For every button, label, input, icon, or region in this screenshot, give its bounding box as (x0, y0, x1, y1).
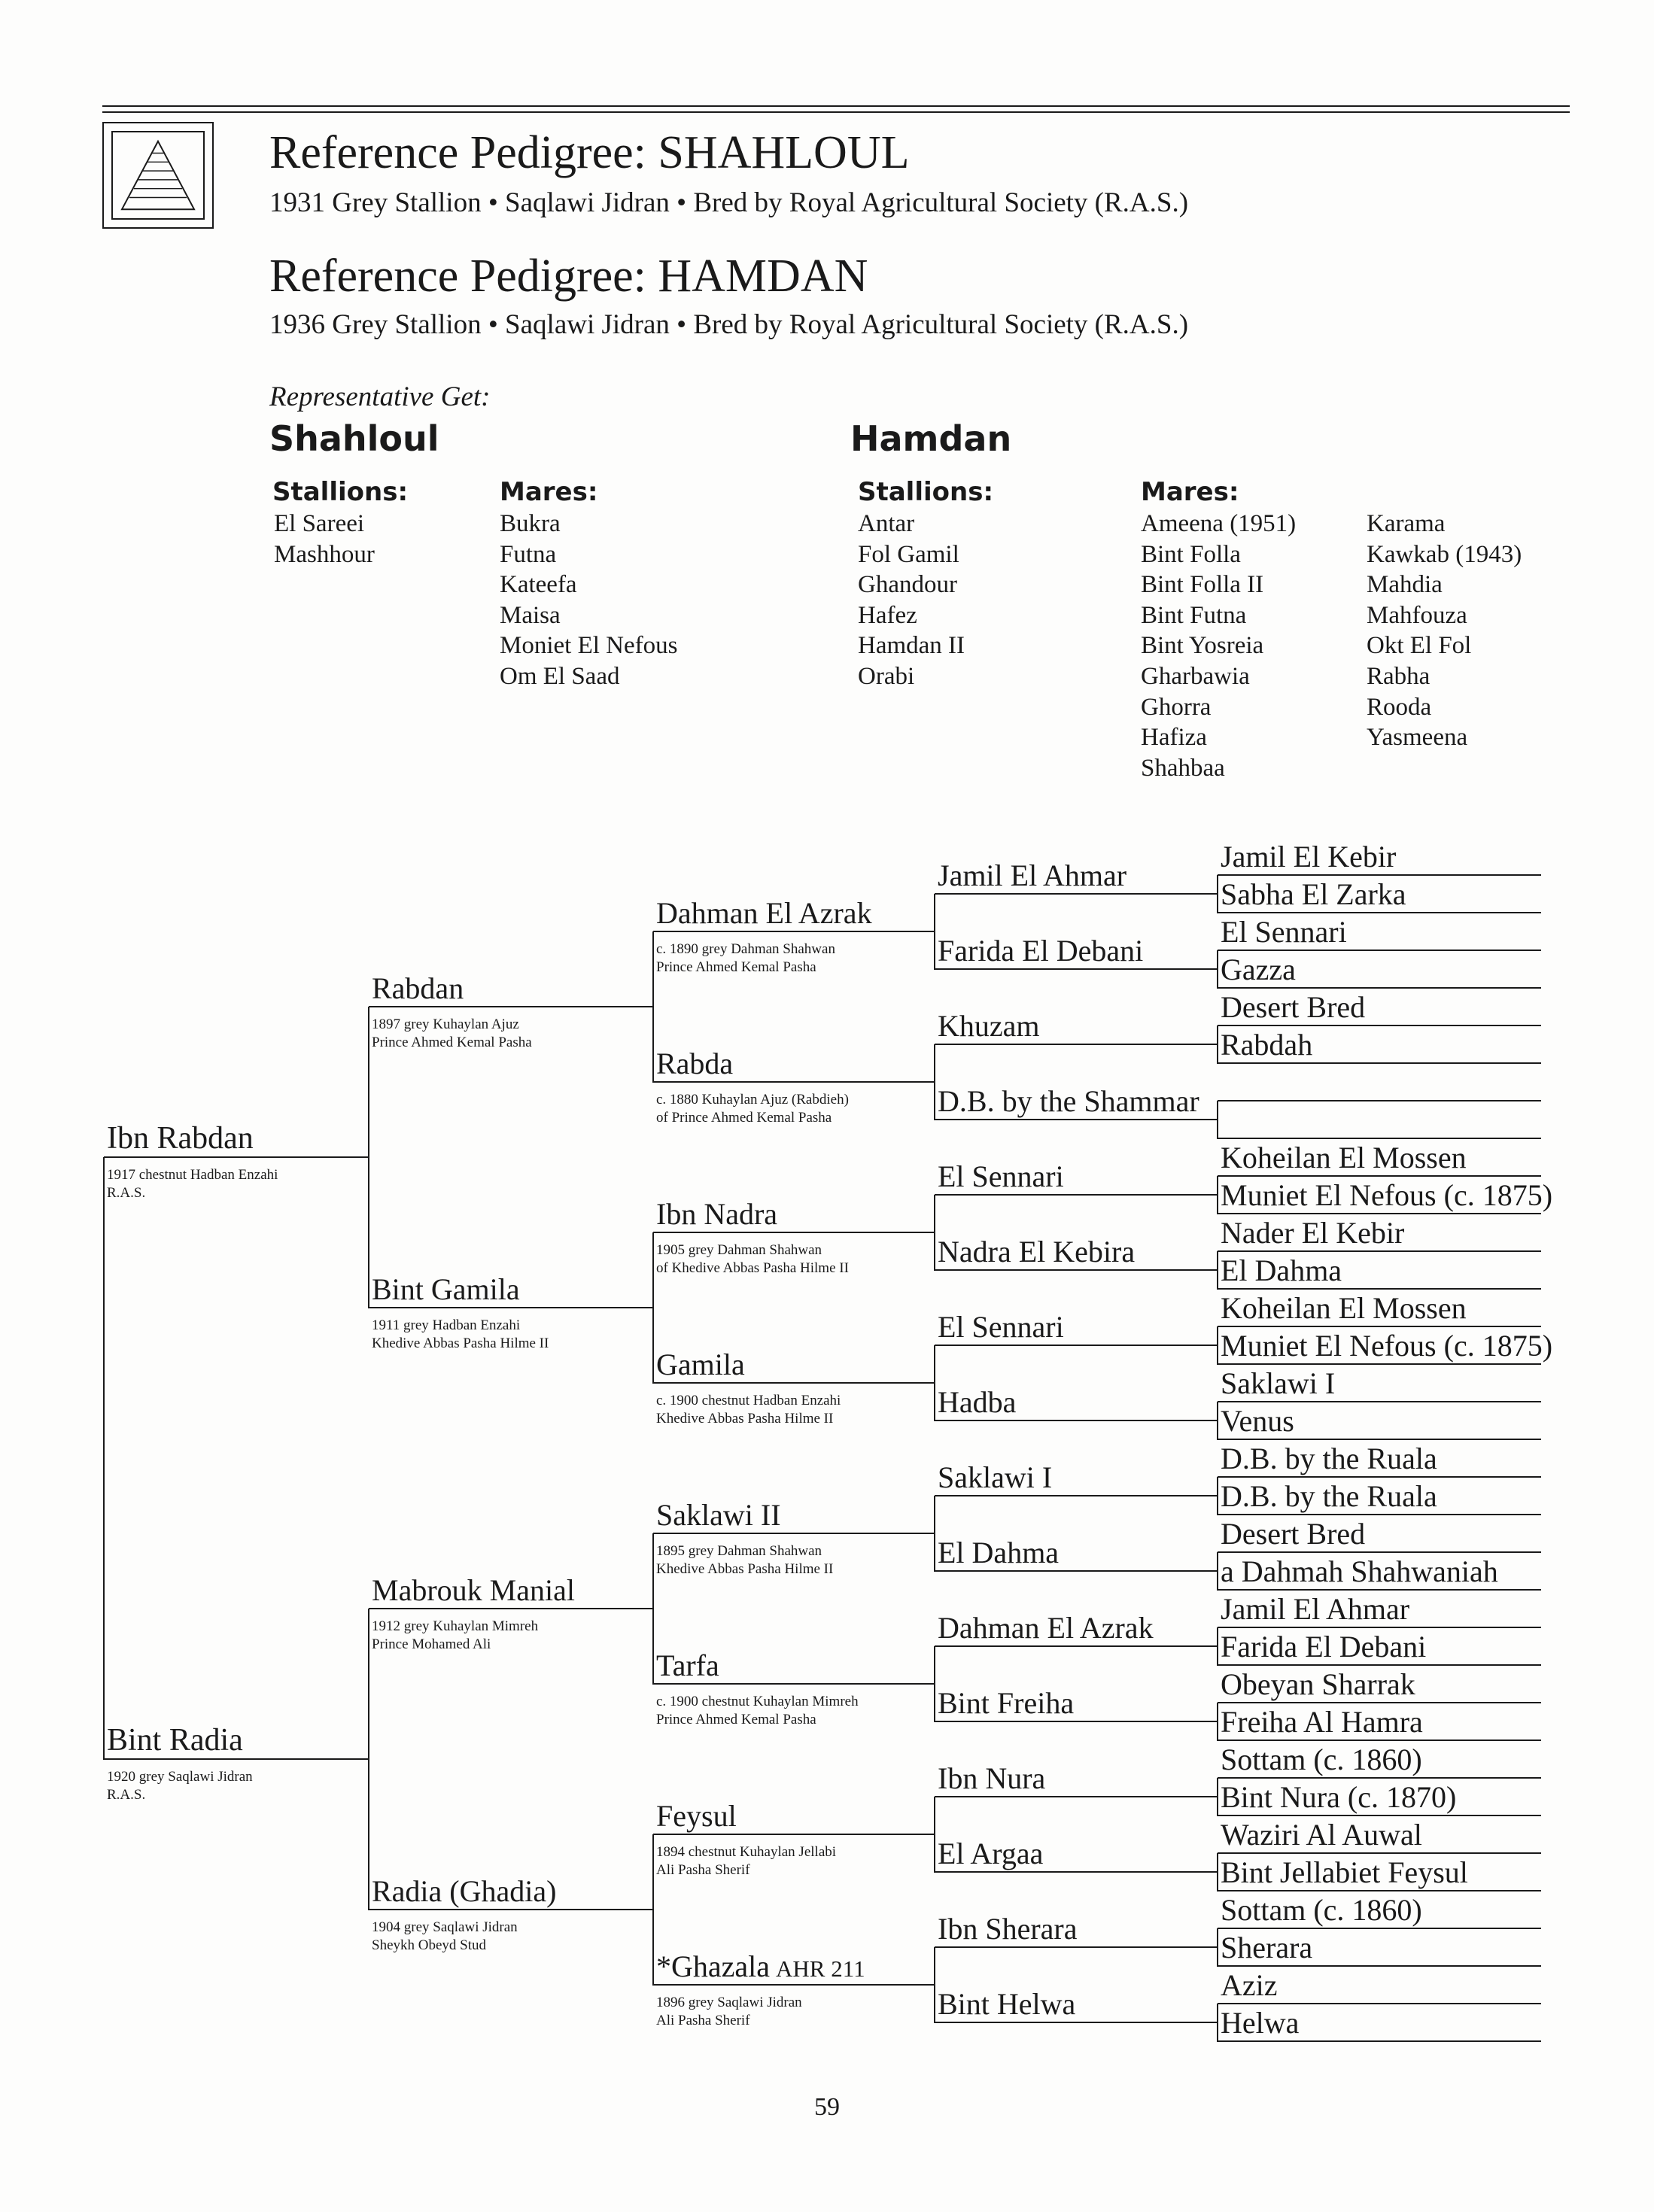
list-item: Bukra (500, 510, 561, 537)
pedigree-line-gen5 (1218, 1175, 1541, 1177)
pedigree-bracket (652, 931, 654, 1083)
horse-details-line: 1897 grey Kuhaylan Ajuz (372, 1016, 519, 1032)
horse-name-text: Hadba (938, 1385, 1017, 1419)
pedigree-line-gen3 (653, 1834, 935, 1835)
pedigree-bracket (368, 1609, 369, 1910)
horse-name-text: D.B. by the Ruala (1221, 1479, 1437, 1513)
horse-name (1221, 877, 1406, 911)
horse-name (1221, 1218, 1404, 1248)
pedigree-line-gen5 (1218, 1664, 1541, 1666)
list-item: Hamdan II (858, 632, 965, 660)
horse-name (938, 1460, 1053, 1494)
horse-name (1221, 1366, 1336, 1400)
horse-name (1221, 1030, 1312, 1060)
pedigree-line-gen3 (653, 1232, 935, 1233)
horse-name-text: Venus (1221, 1404, 1294, 1438)
horse-name (656, 1199, 777, 1229)
horse-name-text: Waziri Al Auwal (1221, 1818, 1422, 1852)
horse-name-text: Gazza (1221, 953, 1296, 986)
horse-name (1221, 992, 1365, 1022)
horse-name-text: Jamil El Ahmar (938, 858, 1127, 892)
horse-name-text: El Dahma (938, 1536, 1060, 1569)
horse-name-text: Bint Gamila (372, 1272, 520, 1306)
pedigree-bracket (1217, 1853, 1218, 1891)
horse-name-text: Koheilan El Mossen (1221, 1291, 1467, 1325)
pedigree-bracket (1217, 2004, 1218, 2042)
horse-name-text: Rabda (656, 1047, 734, 1080)
horse-details-line: Khedive Abbas Pasha Hilme II (372, 1335, 549, 1351)
pedigree-line-gen5 (1218, 1288, 1541, 1290)
horse-name-text: Rabdah (1221, 1028, 1313, 1062)
pedigree-line-gen4 (935, 2022, 1218, 2023)
horse-name-text: Saklawi I (1221, 1366, 1336, 1400)
horse-name-text: Jamil El Kebir (1221, 840, 1397, 874)
horse-name (938, 1011, 1040, 1041)
horse-details (656, 940, 835, 977)
horse-name (1221, 1519, 1365, 1549)
pedigree-line-gen5 (1218, 2040, 1541, 2042)
list-item: Rabha (1367, 662, 1431, 690)
horse-name-text: Koheilan El Mossen (1221, 1141, 1467, 1174)
list-item: Rooda (1367, 693, 1432, 721)
horse-name (1221, 1406, 1294, 1436)
list-item: Kateefa (500, 571, 577, 599)
pedigree-line-gen3 (653, 931, 935, 932)
subtitle-hamdan: 1936 Grey Stallion • Saqlawi Jidran • Bred by Royal Agricultural Society (R.A.S.) (269, 309, 1189, 340)
horse-name (938, 1761, 1046, 1795)
pedigree-bracket (652, 1232, 654, 1384)
horse-name-text: Sottam (c. 1860) (1221, 1743, 1422, 1776)
list-item: Hafez (858, 601, 917, 629)
pedigree-line-gen4 (935, 1044, 1218, 1045)
horse-details (107, 1166, 278, 1202)
pedigree-bracket (934, 894, 935, 970)
pedigree-line-gen5 (1218, 1740, 1541, 1741)
pedigree-line-gen5 (1218, 912, 1541, 913)
horse-details (372, 1317, 549, 1353)
horse-details (656, 1693, 859, 1729)
list-item: El Sareei (274, 510, 365, 537)
pedigree-line-gen5 (1218, 1702, 1541, 1703)
horse-name (1221, 1253, 1342, 1287)
pedigree-line-gen5 (1218, 1025, 1541, 1026)
pedigree-bracket (1217, 1025, 1218, 1064)
horse-name-text: El Sennari (938, 1310, 1064, 1344)
horse-name-text: Jamil El Ahmar (1221, 1592, 1410, 1626)
horse-details-line: 1904 grey Saqlawi Jidran (372, 1919, 518, 1935)
horse-details-line: Ali Pasha Sherif (656, 2013, 750, 2028)
horse-name-text: Bint Helwa (938, 1987, 1076, 2021)
horse-name (372, 971, 464, 1005)
horse-details-line: R.A.S. (107, 1787, 146, 1803)
horse-name-text: Ibn Rabdan (107, 1121, 254, 1156)
horse-name (1221, 1481, 1437, 1512)
horse-name-text: Rabdan (372, 971, 464, 1005)
shahloul-mares-label: Mares: (500, 477, 598, 507)
hamdan-mares-label: Mares: (1141, 477, 1239, 507)
horse-details-line: 1894 chestnut Kuhaylan Jellabi (656, 1844, 837, 1860)
pedigree-line-gen5 (1218, 1250, 1541, 1252)
pedigree-bracket (652, 1533, 654, 1685)
subtitle-shahloul: 1931 Grey Stallion • Saqlawi Jidran • Bred by Royal Agricultural Society (R.A.S.) (269, 187, 1189, 218)
horse-name-text: El Dahma (1221, 1253, 1342, 1287)
horse-name (938, 1312, 1064, 1342)
horse-name (1221, 1970, 1278, 2001)
horse-name-text: Ibn Nura (938, 1761, 1046, 1795)
horse-name (938, 858, 1127, 892)
horse-name (372, 1272, 520, 1306)
horse-name (938, 1914, 1077, 1944)
horse-name-text: Aziz (1221, 1968, 1278, 2002)
horse-name-text: Nader El Kebir (1221, 1216, 1405, 1250)
horse-name-text: a Dahmah Shahwaniah (1221, 1554, 1498, 1588)
pedigree-line-gen4 (935, 1420, 1218, 1421)
title-hamdan: Reference Pedigree: HAMDAN (269, 251, 868, 302)
horse-name-text: El Sennari (1221, 915, 1347, 949)
horse-details-line: c. 1890 grey Dahman Shahwan (656, 941, 835, 957)
pedigree-line-gen5 (1218, 1062, 1541, 1064)
horse-name-text: Bint Jellabiet Feysul (1221, 1855, 1468, 1889)
horse-name-text: Muniet El Nefous (c. 1875) (1221, 1329, 1553, 1363)
horse-details-line: Prince Mohamed Ali (372, 1636, 491, 1652)
shahloul-stallions-label: Stallions: (272, 477, 409, 507)
pedigree-bracket (1217, 1627, 1218, 1666)
pedigree-bracket (1217, 1402, 1218, 1440)
list-item: Fol Gamil (858, 540, 959, 568)
pedigree-bracket (934, 1646, 935, 1722)
pedigree-line-gen1 (104, 1758, 369, 1760)
pedigree-line-gen2 (369, 1307, 653, 1308)
horse-name-text: Dahman El Azrak (938, 1611, 1154, 1645)
horse-name (1221, 2008, 1299, 2038)
pedigree-line-gen4 (935, 1645, 1218, 1647)
pedigree-bracket (1217, 1703, 1218, 1741)
pedigree-line-gen4 (935, 1570, 1218, 1572)
horse-details-line: Prince Ahmed Kemal Pasha (656, 959, 816, 975)
horse-details (372, 1016, 532, 1052)
list-item: Mashhour (274, 540, 375, 568)
horse-name-text: Feysul (656, 1799, 737, 1833)
horse-name-text: Freiha Al Hamra (1221, 1705, 1423, 1739)
horse-name (1221, 1632, 1426, 1662)
horse-name-text: Nadra El Kebira (938, 1235, 1136, 1269)
horse-details (107, 1768, 253, 1804)
horse-name-text: Saklawi II (656, 1498, 781, 1532)
list-item: Okt El Fol (1367, 632, 1472, 660)
list-item: Yasmeena (1367, 724, 1468, 752)
pedigree-line-gen5 (1218, 1100, 1541, 1101)
horse-name-text: Ibn Sherara (938, 1912, 1078, 1946)
pedigree-line-gen3 (653, 1683, 935, 1685)
list-item: Bint Folla (1141, 540, 1241, 568)
horse-name (938, 1839, 1043, 1869)
pedigree-bracket (1217, 1778, 1218, 1816)
list-item: Ghorra (1141, 693, 1212, 721)
horse-details-line: 1912 grey Kuhaylan Mimreh (372, 1618, 539, 1634)
list-item: Ameena (1951) (1141, 510, 1297, 537)
horse-name-text: Tarfa (656, 1648, 719, 1682)
pedigree-line-gen5 (1218, 1551, 1541, 1553)
list-item: Karama (1367, 510, 1446, 537)
horse-name (372, 1876, 556, 1907)
pedigree-line-gen1 (104, 1156, 369, 1158)
horse-name (1221, 1933, 1312, 1963)
horse-name (1221, 917, 1347, 947)
horse-name (656, 898, 872, 928)
horse-name (1221, 1895, 1422, 1925)
pedigree-line-gen4 (935, 1796, 1218, 1797)
list-item: Mahdia (1367, 571, 1443, 599)
horse-details (656, 1994, 802, 2030)
list-item: Mahfouza (1367, 601, 1467, 629)
horse-details-line: Khedive Abbas Pasha Hilme II (656, 1561, 834, 1577)
horse-details-line: 1920 grey Saqlawi Jidran (107, 1769, 253, 1785)
pedigree-bracket (934, 1345, 935, 1421)
horse-details (656, 1843, 836, 1879)
pedigree-line-gen5 (1218, 1514, 1541, 1515)
pedigree-bracket (1217, 950, 1218, 989)
pedigree-line-gen4 (935, 1269, 1218, 1271)
hamdan-stallions-label: Stallions: (858, 477, 994, 507)
horse-name-text: Helwa (1221, 2006, 1300, 2040)
pedigree-line-gen5 (1218, 874, 1541, 876)
list-item: Moniet El Nefous (500, 632, 678, 660)
registration-number: AHR 211 (776, 1955, 865, 1982)
horse-name (938, 936, 1143, 966)
pedigree-bracket (1217, 1251, 1218, 1290)
pedigree-line-gen5 (1218, 1627, 1541, 1628)
pedigree-line-gen2 (369, 1909, 653, 1910)
list-item: Kawkab (1943) (1367, 540, 1522, 568)
horse-name-text: Desert Bred (1221, 1517, 1366, 1551)
horse-name (656, 1949, 865, 1983)
horse-name (938, 1086, 1199, 1117)
horse-name-text: El Sennari (938, 1159, 1064, 1193)
horse-name (1221, 1855, 1468, 1889)
horse-name (1221, 1782, 1456, 1812)
pedigree-line-gen4 (935, 1194, 1218, 1196)
horse-name-text: D.B. by the Ruala (1221, 1442, 1437, 1475)
pedigree-line-gen5 (1218, 1815, 1541, 1816)
horse-details-line: c. 1880 Kuhaylan Ajuz (Rabdieh) (656, 1092, 849, 1108)
page-number: 59 (814, 2093, 840, 2121)
pedigree-bracket (1217, 1326, 1218, 1365)
horse-name (938, 1538, 1059, 1568)
horse-name (1221, 1554, 1498, 1588)
title-shahloul: Reference Pedigree: SHAHLOUL (269, 127, 910, 178)
horse-details-line: 1895 grey Dahman Shahwan (656, 1543, 822, 1559)
horse-name-text: Sabha El Zarka (1221, 877, 1406, 911)
horse-name (656, 1648, 719, 1682)
horse-details-line: Ali Pasha Sherif (656, 1862, 750, 1878)
pedigree-line-gen2 (369, 1006, 653, 1007)
horse-name-text: Bint Radia (107, 1723, 243, 1758)
pedigree-bracket (1217, 1928, 1218, 1967)
pedigree-root-bracket (103, 1157, 105, 1760)
pedigree-line-gen5 (1218, 1401, 1541, 1402)
pedigree-line-gen5 (1218, 1363, 1541, 1365)
horse-details-line: Khedive Abbas Pasha Hilme II (656, 1411, 834, 1427)
list-item: Hafiza (1141, 724, 1207, 752)
list-item: Ghandour (858, 571, 957, 599)
pedigree-line-gen5 (1218, 1852, 1541, 1854)
pedigree-bracket (934, 1044, 935, 1120)
horse-details (372, 1618, 538, 1654)
pedigree-line-gen4 (935, 1345, 1218, 1346)
pedigree-line-gen3 (653, 1533, 935, 1534)
horse-name-text: Saklawi I (938, 1460, 1053, 1494)
pedigree-line-gen5 (1218, 1439, 1541, 1440)
horse-details (656, 1091, 849, 1127)
horse-details-line: 1905 grey Dahman Shahwan (656, 1242, 822, 1258)
horse-details (656, 1542, 833, 1578)
horse-name-text: Farida El Debani (938, 934, 1144, 968)
horse-name-text: Mabrouk Manial (372, 1573, 575, 1607)
pedigree-line-gen5 (1218, 1138, 1541, 1139)
horse-name (372, 1575, 575, 1606)
horse-name (938, 1237, 1135, 1267)
horse-name (938, 1613, 1154, 1643)
horse-name (656, 1350, 745, 1380)
horse-name (938, 1688, 1074, 1718)
pedigree-bracket (934, 1797, 935, 1873)
pedigree-line-gen4 (935, 1721, 1218, 1722)
horse-name (1221, 1331, 1552, 1361)
pedigree-bracket (1217, 1176, 1218, 1214)
horse-details-line: 1917 chestnut Hadban Enzahi (107, 1167, 278, 1183)
pedigree-line-gen5 (1218, 1928, 1541, 1929)
horse-name-text: Farida El Debani (1221, 1630, 1427, 1664)
pedigree-bracket (1217, 875, 1218, 913)
horse-details-line: c. 1900 chestnut Hadban Enzahi (656, 1393, 841, 1408)
horse-name-text: Gamila (656, 1348, 745, 1381)
pedigree-line-gen4 (935, 1946, 1218, 1948)
horse-name (1221, 1667, 1415, 1701)
list-item: Maisa (500, 601, 561, 629)
list-item: Bint Futna (1141, 601, 1247, 629)
pedigree-line-gen4 (935, 1871, 1218, 1873)
pedigree-line-gen5 (1218, 1476, 1541, 1478)
horse-name (656, 1801, 737, 1831)
horse-name (1221, 1293, 1467, 1323)
horse-name-text: Sottam (c. 1860) (1221, 1893, 1422, 1927)
pedigree-line-gen5 (1218, 2003, 1541, 2004)
horse-name (656, 1500, 781, 1530)
pedigree-line-gen5 (1218, 1965, 1541, 1967)
shahloul-heading: Shahloul (269, 418, 439, 459)
hamdan-heading: Hamdan (850, 418, 1012, 459)
horse-details (656, 1241, 849, 1278)
horse-name-text: *Ghazala (656, 1949, 771, 1983)
pedigree-line-gen3 (653, 1081, 935, 1083)
pedigree-line-gen4 (935, 1119, 1218, 1120)
horse-details-line: of Khedive Abbas Pasha Hilme II (656, 1260, 849, 1276)
pedigree-line-gen4 (935, 893, 1218, 895)
pedigree-line-gen3 (653, 1984, 935, 1986)
horse-name (1221, 842, 1396, 872)
list-item: Bint Folla II (1141, 571, 1264, 599)
horse-name-text: D.B. by the Shammar (938, 1084, 1199, 1118)
horse-name (938, 1387, 1016, 1417)
horse-name (938, 1989, 1075, 2019)
horse-name (1221, 1180, 1552, 1211)
horse-name-text: Ibn Nadra (656, 1197, 778, 1231)
pedigree-line-gen2 (369, 1608, 653, 1609)
horse-name-text: Radia (Ghadia) (372, 1874, 557, 1908)
list-item: Bint Yosreia (1141, 632, 1264, 660)
horse-name (1221, 1707, 1423, 1737)
list-item: Gharbawia (1141, 662, 1250, 690)
horse-name-text: Obeyan Sharrak (1221, 1667, 1415, 1701)
horse-name (1221, 955, 1296, 985)
pedigree-line-gen5 (1218, 1213, 1541, 1214)
horse-name (107, 1123, 254, 1154)
pedigree-line-gen5 (1218, 1589, 1541, 1591)
horse-details (656, 1392, 841, 1428)
pedigree-bracket (652, 1834, 654, 1986)
horse-name (107, 1724, 243, 1756)
horse-details (372, 1919, 518, 1955)
horse-details-line: of Prince Ahmed Kemal Pasha (656, 1110, 832, 1126)
pedigree-line-gen5 (1218, 1890, 1541, 1891)
horse-name-text: Muniet El Nefous (c. 1875) (1221, 1178, 1553, 1212)
pedigree-bracket (934, 1195, 935, 1271)
horse-details-line: Prince Ahmed Kemal Pasha (656, 1712, 816, 1727)
horse-name-text: Bint Nura (c. 1870) (1221, 1780, 1457, 1814)
list-item: Orabi (858, 662, 915, 690)
list-item: Futna (500, 540, 557, 568)
pedigree-line-gen4 (935, 1495, 1218, 1496)
pedigree-line-gen5 (1218, 950, 1541, 951)
horse-name (1221, 1745, 1422, 1775)
pedigree-bracket (1217, 1552, 1218, 1591)
pedigree-bracket (934, 1947, 935, 2023)
horse-name (656, 1049, 733, 1079)
horse-details-line: 1896 grey Saqlawi Jidran (656, 1995, 802, 2010)
list-item: Om El Saad (500, 662, 620, 690)
horse-name (1221, 1444, 1437, 1474)
horse-details-line: c. 1900 chestnut Kuhaylan Mimreh (656, 1694, 859, 1709)
horse-name-text: Khuzam (938, 1009, 1040, 1043)
horse-name (1221, 1594, 1409, 1624)
pedigree-line-gen5 (1218, 987, 1541, 989)
pedigree-bracket (368, 1007, 369, 1308)
pedigree-line-gen5 (1218, 1777, 1541, 1779)
pedigree-line-gen5 (1218, 1326, 1541, 1327)
horse-name-text: Desert Bred (1221, 990, 1366, 1024)
horse-name-text: Sherara (1221, 1931, 1313, 1964)
horse-details-line: 1911 grey Hadban Enzahi (372, 1317, 521, 1333)
horse-details-line: R.A.S. (107, 1185, 146, 1201)
horse-name-text: Dahman El Azrak (656, 896, 872, 930)
representative-get-label: Representative Get: (269, 381, 491, 412)
pedigree-line-gen4 (935, 968, 1218, 970)
pedigree-line-gen3 (653, 1382, 935, 1384)
list-item: Antar (858, 510, 915, 537)
horse-name (1221, 1143, 1467, 1173)
horse-details-line: Sheykh Obeyd Stud (372, 1937, 486, 1953)
list-item: Shahbaa (1141, 754, 1225, 782)
pedigree-bracket (1217, 1101, 1218, 1139)
horse-name (1221, 1820, 1422, 1850)
horse-name (938, 1159, 1064, 1193)
pedigree-bracket (934, 1496, 935, 1572)
horse-name-text: El Argaa (938, 1837, 1044, 1870)
pedigree-bracket (1217, 1477, 1218, 1515)
horse-details-line: Prince Ahmed Kemal Pasha (372, 1035, 532, 1050)
horse-name-text: Bint Freiha (938, 1686, 1075, 1720)
